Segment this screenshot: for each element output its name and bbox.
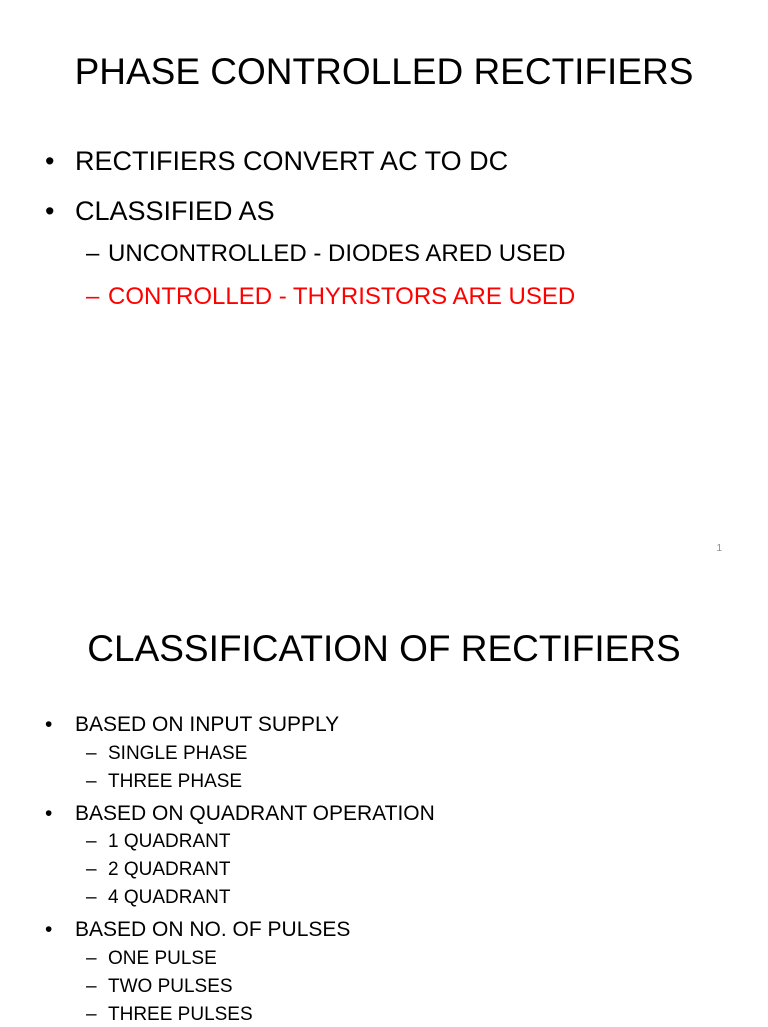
sub-bullet-text: 2 QUADRANT [108, 859, 231, 880]
slide-2 [0, 576, 768, 1024]
sub-bullet-text: 1 QUADRANT [108, 831, 231, 852]
bullet-text: BASED ON INPUT SUPPLY [75, 713, 340, 736]
sub-bullet-marker: – [86, 1004, 97, 1025]
sub-bullet-marker: – [86, 771, 97, 792]
sub-bullet-marker: – [86, 283, 100, 310]
sub-bullet-text: THREE PHASE [108, 771, 243, 792]
sub-bullet-text: TWO PULSES [108, 976, 233, 997]
bullet-marker: • [45, 146, 55, 176]
bullet-marker: • [45, 802, 53, 825]
bullet-text: CLASSIFIED AS [75, 196, 275, 226]
bullet-marker: • [45, 196, 55, 226]
sub-bullet-marker: – [86, 887, 97, 908]
bullet-text: BASED ON QUADRANT OPERATION [75, 802, 435, 825]
slide-title: PHASE CONTROLLED RECTIFIERS [74, 51, 694, 92]
sub-bullet-text: UNCONTROLLED - DIODES ARED USED [108, 240, 566, 267]
slide-title: CLASSIFICATION OF RECTIFIERS [87, 628, 681, 669]
sub-bullet-marker: – [86, 976, 97, 997]
sub-bullet-text: THREE PULSES [108, 1004, 253, 1025]
bullet-text: RECTIFIERS CONVERT AC TO DC [75, 146, 509, 176]
sub-bullet-text: SINGLE PHASE [108, 743, 248, 764]
sub-bullet-text: ONE PULSE [108, 948, 217, 969]
sub-bullet-marker: – [86, 240, 100, 267]
slide-number: 1 [716, 543, 722, 554]
sub-bullet-marker: – [86, 831, 97, 852]
bullet-marker: • [45, 713, 53, 736]
sub-bullet-marker: – [86, 743, 97, 764]
sub-bullet-text: CONTROLLED - THYRISTORS ARE USED [108, 283, 576, 310]
sub-bullet-marker: – [86, 948, 97, 969]
bullet-marker: • [45, 918, 53, 941]
sub-bullet-text: 4 QUADRANT [108, 887, 231, 908]
bullet-text: BASED ON NO. OF PULSES [75, 918, 351, 941]
sub-bullet-marker: – [86, 859, 97, 880]
